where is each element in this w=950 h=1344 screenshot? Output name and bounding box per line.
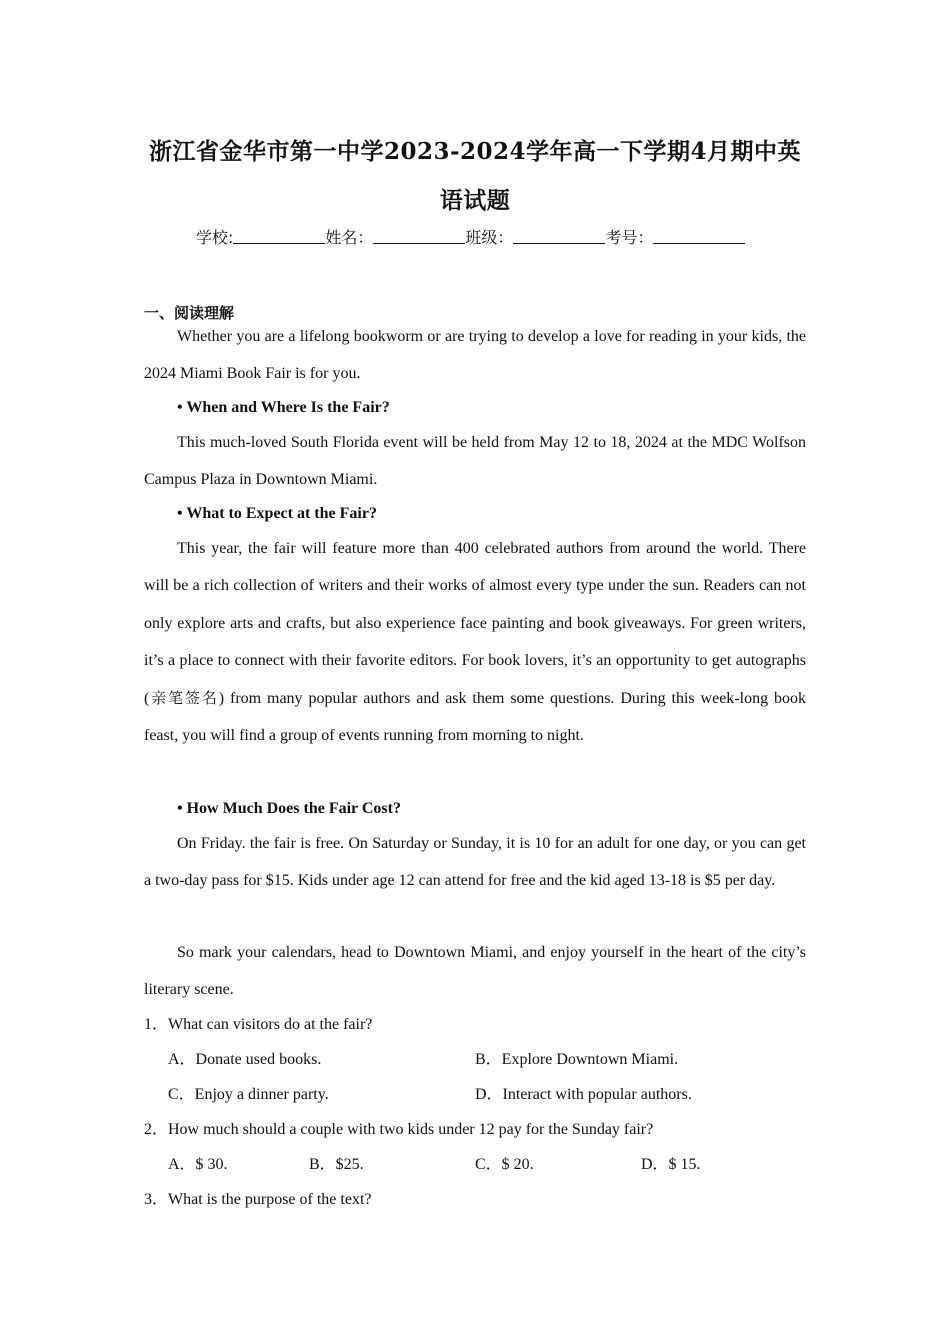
paragraph-2-part-1: This year, the fair will feature more than 400 celebrated authors from around the world. There will be a rich collection of writers and their works of almost every type under the sun. Readers can not only explore arts and crafts, but also experience face painting and book giveaways. For green writers, it’s a place to connect with their favorite editors. For book lovers, it’s an opportunity to get autographs (	[144, 540, 806, 707]
passage-heading-when-where: • When and Where Is the Fair?	[177, 399, 390, 416]
section-title: 一、阅读理解	[144, 304, 235, 322]
question-1-stem: 1．What can visitors do at the fair?	[144, 1016, 373, 1033]
question-2-option-b[interactable]: B．$25.	[309, 1156, 364, 1173]
passage-paragraph-2	[144, 530, 806, 754]
class-label: 班级：	[465, 228, 514, 247]
question-1-option-d[interactable]: D．Interact with popular authors.	[475, 1086, 692, 1103]
question-3-stem: 3．What is the purpose of the text?	[144, 1191, 372, 1208]
question-1-option-c[interactable]: C．Enjoy a dinner party.	[168, 1086, 329, 1103]
passage-heading-expect: • What to Expect at the Fair?	[177, 505, 377, 522]
exam-title-line-1: 浙江省金华市第一中学2023-2024学年高一下学期4月期中英	[148, 138, 802, 165]
passage-heading-cost: • How Much Does the Fair Cost?	[177, 800, 401, 817]
question-2-option-c[interactable]: C．$ 20.	[475, 1156, 534, 1173]
question-2-option-a[interactable]: A．$ 30.	[168, 1156, 228, 1173]
id-label: 考号：	[605, 228, 654, 247]
school-blank[interactable]	[233, 229, 325, 244]
exam-title-line-2: 语试题	[439, 187, 511, 214]
passage-paragraph-1: This much-loved South Florida event will be held from May 12 to 18, 2024 at the MDC Wolfson Campus Plaza in Downtown Miami.	[144, 434, 806, 489]
question-2-option-d[interactable]: D．$ 15.	[641, 1156, 701, 1173]
question-1-option-a[interactable]: A．Donate used books.	[168, 1051, 322, 1068]
chinese-gloss: 亲笔签名	[149, 688, 219, 707]
class-blank[interactable]	[513, 229, 605, 244]
passage-paragraph-3: On Friday. the fair is free. On Saturday or Sunday, it is 10 for an adult for one day, or you can get a two-day pass for $15. Kids under age 12 can attend for free and the kid aged 13-18 is $5 per day.	[144, 835, 806, 890]
passage-paragraph-4: So mark your calendars, head to Downtown Miami, and enjoy yourself in the heart of the city’s literary scene.	[144, 944, 806, 999]
id-blank[interactable]	[653, 229, 745, 244]
name-label: 姓名：	[325, 228, 374, 247]
student-info-row	[196, 227, 796, 249]
question-1-option-b[interactable]: B．Explore Downtown Miami.	[475, 1051, 679, 1068]
school-label: 学校:	[196, 228, 234, 247]
paragraph-2-part-2: ) from many popular authors and ask them some questions. During this week-long book feast, you will find a group of events running from morning to night.	[144, 689, 806, 745]
name-blank[interactable]	[373, 229, 465, 244]
passage-intro: Whether you are a lifelong bookworm or are trying to develop a love for reading in your kids, the 2024 Miami Book Fair is for you.	[144, 328, 806, 383]
question-2-stem: 2．How much should a couple with two kids under 12 pay for the Sunday fair?	[144, 1121, 654, 1138]
